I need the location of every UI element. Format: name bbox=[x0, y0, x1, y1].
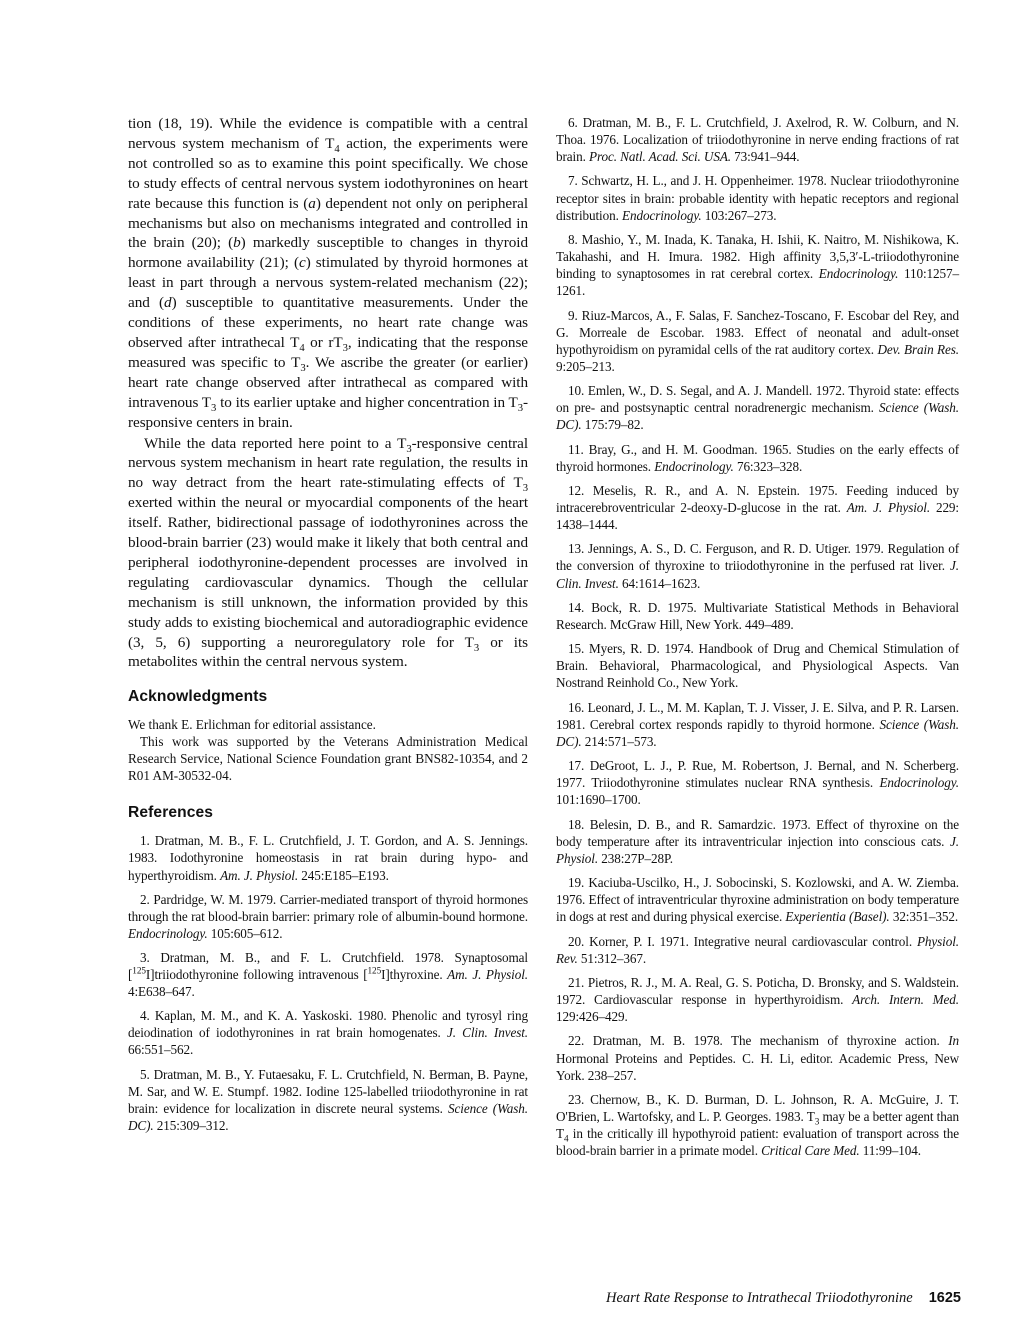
left-column bbox=[128, 114, 528, 1141]
acknowledgment-text: We thank E. Erlichman for editorial assistance. bbox=[128, 717, 376, 733]
reference-item: 20. Korner, P. I. 1971. Integrative neural cardiovascular control. Physiol. Rev. 51:312–367. bbox=[556, 933, 959, 966]
reference-item: 14. Bock, R. D. 1975. Multivariate Statistical Methods in Behavioral Research. McGraw Hill, New York. 449–489. bbox=[556, 599, 959, 632]
reference-item: 9. Riuz-Marcos, A., F. Salas, F. Sanchez-Toscano, F. Escobar del Rey, and G. Morreale de Escobar. 1983. Effect of neonatal and adult-onset hypothyroidism on pyramidal cells of the rat auditory cortex. Dev. Brain Res. 9:205–213. bbox=[556, 307, 959, 374]
reference-item: 17. DeGroot, L. J., P. Rue, M. Robertson, J. Bernal, and N. Scherberg. 1977. Triiodothyronine stimulates nuclear RNA synthesis. Endocrinology. 101:1690–1700. bbox=[556, 758, 959, 808]
reference-item: 4. Kaplan, M. M., and K. A. Yaskoski. 1980. Phenolic and tyrosyl ring deiodination of iodothyronines in rat brain homogenates. J. Clin. Invest. 66:551–562. bbox=[128, 1008, 528, 1058]
reference-item: 5. Dratman, M. B., Y. Futaesaku, F. L. Crutchfield, N. Berman, B. Payne, M. Sar, and W. E. Stumpf. 1982. Iodine 125-labelled triiodothyronine in rat brain: evidence for localization in discrete neural systems. Science (Wash. DC). 215:309–312. bbox=[128, 1066, 528, 1133]
reference-item: 21. Pietros, R. J., M. A. Real, G. S. Poticha, D. Bronsky, and S. Waldstein. 1972. Cardiovascular response in hyperthyroidism. Arch. Intern. Med. 129:426–429. bbox=[556, 974, 959, 1025]
reference-item: 2. Pardridge, W. M. 1979. Carrier-mediated transport of thyroid hormones through the rat blood-brain barrier: primary role of albumin-bound hormone. Endocrinology. 105:605–612. bbox=[128, 891, 528, 941]
reference-item: 7. Schwartz, H. L., and J. H. Oppenheimer. 1978. Nuclear triiodothyronine receptor sites in brain: probable identity with hepatic receptors and regional distribution. Endocrinology. 103:267–273. bbox=[556, 173, 959, 223]
acknowledgments-heading: Acknowledgments bbox=[128, 688, 268, 706]
reference-item: 3. Dratman, M. B., and F. L. Crutchfield. 1978. Synaptosomal [$^{125}$I]triiodothyronine following intravenous [$^{125}$I]thyroxine. Am. J. Physiol. 4:E638–647. bbox=[128, 949, 528, 1000]
reference-item: 8. Mashio, Y., M. Inada, K. Tanaka, H. Ishii, K. Naitro, M. Nishikowa, K. Takahashi, and H. Imura. 1982. High affinity 3,5,3′-L-triiodothyronine binding to synaptosomes in rat cerebral cortex. Endocrinology. 110:1257–1261. bbox=[556, 231, 959, 299]
reference-item: 12. Meselis, R. R., and A. N. Epstein. 1975. Feeding induced by intracerebroventricular 2-deoxy-D-glucose in the rat. Am. J. Physiol. 229: 1438–1444. bbox=[556, 482, 959, 533]
reference-item: 15. Myers, R. D. 1974. Handbook of Drug and Chemical Stimulation of Brain. Behavioral, Pharmacological, and Physiological Aspects. Van Nostrand Reinhold Co., New York. bbox=[556, 641, 959, 691]
reference-item: 22. Dratman, M. B. 1978. The mechanism of thyroxine action. In Hormonal Proteins and Peptides. C. H. Li, editor. Academic Press, New York. 238–257. bbox=[556, 1033, 959, 1083]
body-paragraph: While the data reported here point to a $T_3$-responsive central nervous system mechanism in heart rate regulation, the results in no way detract from the heart rate-stimulating effects of $T_3$ exerted within the neural or myocardial components of the heart itself. Rather, bidirectional passage of iodothyronines across the blood-brain barrier (23) would make it likely that both central and peripheral iodothyronine-dependent processes are involved in regulating cardiovascular dynamics. Though the cellular mechanism is still unknown, the information provided by this study adds to existing biochemical and autoradiographic evidence (3, 5, 6) supporting a neuroregulatory role for $T_3$ or its metabolites within the central nervous system. bbox=[128, 434, 528, 671]
page-number: 1625 bbox=[928, 1290, 961, 1306]
reference-item: 6. Dratman, M. B., F. L. Crutchfield, J. Axelrod, R. W. Colburn, and N. Thoa. 1976. Localization of triiodothyronine in nerve ending fractions of rat brain. Proc. Natl. Acad. Sci. USA. 73:941–944. bbox=[556, 115, 959, 165]
reference-item: 1. Dratman, M. B., F. L. Crutchfield, J. T. Gordon, and A. S. Jennings. 1983. Iodothyronine homeostasis in rat brain during hypo- and hyperthyroidism. Am. J. Physiol. 245:E185–E193. bbox=[128, 833, 528, 883]
reference-item: 11. Bray, G., and H. M. Goodman. 1965. Studies on the early effects of thyroid hormones. Endocrinology. 76:323–328. bbox=[556, 441, 959, 474]
references-heading: References bbox=[128, 804, 214, 822]
right-column bbox=[556, 114, 959, 1166]
acknowledgment-text: This work was supported by the Veterans Administration Medical Research Service, National Science Foundation grant BNS82-10354, and 2 R01 AM-30532-04. bbox=[128, 734, 528, 784]
reference-item: 10. Emlen, W., D. S. Segal, and A. J. Mandell. 1972. Thyroid state: effects on pre- and postsynaptic central noradrenergic mechanism. Science (Wash. DC). 175:79–82. bbox=[556, 383, 959, 433]
reference-item: 23. Chernow, B., K. D. Burman, D. L. Johnson, R. A. McGuire, J. T. O'Brien, L. Wartofsky, and L. P. Georges. 1983. $T_3$ may be a better agent than $T_4$ in the critically ill hypothyroid patient: evaluation of transport across the blood-brain barrier in a primate model. Critical Care Med. 11:99–104. bbox=[556, 1091, 959, 1159]
reference-item: 13. Jennings, A. S., D. C. Ferguson, and R. D. Utiger. 1979. Regulation of the conversion of thyroxine to triiodothyronine in the perfused rat liver. J. Clin. Invest. 64:1614–1623. bbox=[556, 541, 959, 591]
reference-item: 18. Belesin, D. B., and R. Samardzic. 1973. Effect of thyroxine on the body temperature after its intraventricular injection into conscious cats. J. Physiol. 238:27P–28P. bbox=[556, 816, 959, 866]
body-paragraph: tion (18, 19). While the evidence is compatible with a central nervous system mechanism of $T_4$ action, the experiments were not controlled so as to examine this point specifically. We chose to study effects of central nervous system iodothyronines on heart rate because this function is (a) dependent not only on peripheral mechanisms but also on mechanisms integrated and controlled in the brain (20); (b) markedly susceptible to changes in thyroid hormone availability (21); (c) stimulated by thyroid hormones at least in part through a nervous system-related mechanism (22); and (d) susceptible to quantitative measurements. Under the conditions of these experiments, no heart rate change was observed after intrathecal $T_4$ or $rT_3$, indicating that the response measured was specific to $T_3$. We ascribe the greater (or earlier) heart rate change observed after intrathecal as compared with intravenous $T_3$ to its earlier uptake and higher concentration in $T_3$-responsive centers in brain. bbox=[128, 115, 529, 431]
running-title: Heart Rate Response to Intrathecal Triiodothyronine bbox=[605, 1290, 913, 1306]
reference-item: 16. Leonard, J. L., M. M. Kaplan, T. J. Visser, J. E. Silva, and P. R. Larsen. 1981. Cerebral cortex responds rapidly to thyroid hormone. Science (Wash. DC). 214:571–573. bbox=[556, 699, 959, 749]
page-footer bbox=[556, 1290, 961, 1307]
reference-item: 19. Kaciuba-Uscilko, H., J. Sobocinski, S. Kozlowski, and A. W. Ziemba. 1976. Effect of intraventricular thyroxine administration on body temperature in dogs at rest and during physical exercise. Experientia (Basel). 32:351–352. bbox=[556, 875, 959, 925]
